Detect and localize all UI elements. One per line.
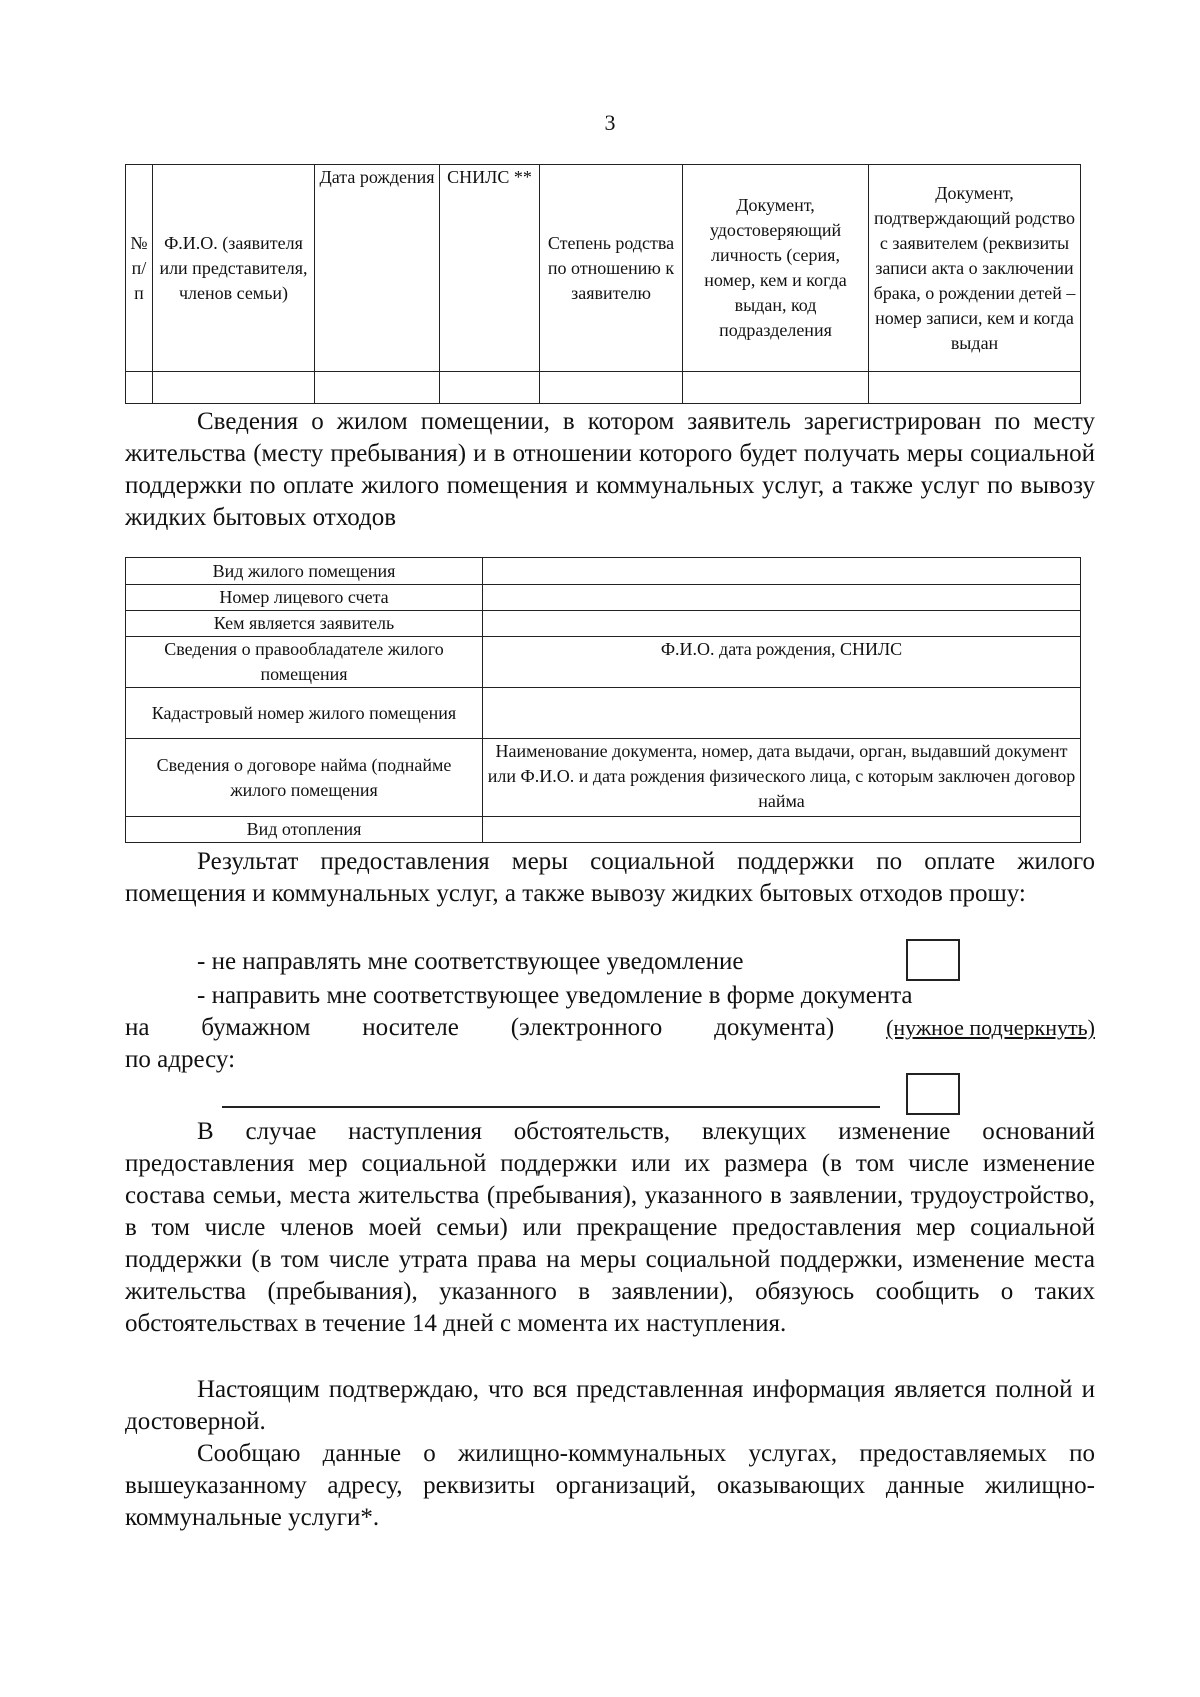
header-id-document: Документ, удостоверяющий личность (серия, номер, кем и когда выдан, код подразделения bbox=[683, 165, 869, 372]
empty-cell[interactable] bbox=[126, 372, 153, 404]
housing-row bbox=[126, 739, 1081, 817]
housing-value[interactable]: Наименование документа, номер, дата выдачи, орган, выдавший документ или Ф.И.О. и дата рождения физического лица, с которым заключен договор найма bbox=[483, 739, 1081, 817]
housing-intro-paragraph: Сведения о жилом помещении, в котором заявитель зарегистрирован по месту жительства (месту пребывания) и в отношении которого будет получать меры социальной поддержки по оплате жилого помещения и коммунальных услуг, а также услуг по вывозу жидких бытовых отходов bbox=[125, 408, 1095, 531]
housing-label: Кем является заявитель bbox=[126, 611, 483, 637]
result-paragraph: Результат предоставления меры социальной поддержки по оплате жилого помещения и коммунальных услуг, а также вывозу жидких бытовых отходов прошу: bbox=[125, 848, 1095, 907]
checkbox-send-notification[interactable] bbox=[906, 1073, 960, 1115]
header-relation: Степень родства по отношению к заявителю bbox=[540, 165, 683, 372]
header-kinship-document: Документ, подтверждающий родство с заявителем (реквизиты записи акта о заключении брака, о рождении детей – номер записи, кем и когда выдан bbox=[869, 165, 1081, 372]
housing-value[interactable] bbox=[483, 817, 1081, 843]
confirm-paragraph: Настоящим подтверждаю, что вся представленная информация является полной и достоверной. bbox=[125, 1376, 1095, 1435]
header-snils: СНИЛС ** bbox=[440, 165, 540, 372]
housing-label: Кадастровый номер жилого помещения bbox=[126, 688, 483, 739]
housing-row bbox=[126, 637, 1081, 688]
housing-value[interactable] bbox=[483, 611, 1081, 637]
housing-value[interactable] bbox=[483, 585, 1081, 611]
housing-row bbox=[126, 585, 1081, 611]
housing-value[interactable] bbox=[483, 558, 1081, 585]
word: на bbox=[125, 1014, 150, 1041]
option-no-notification: - не направлять мне соответствующее уведомление bbox=[197, 948, 744, 975]
empty-cell[interactable] bbox=[540, 372, 683, 404]
address-input-line[interactable] bbox=[222, 1106, 880, 1108]
housing-row bbox=[126, 611, 1081, 637]
header-birth-date: Дата рождения bbox=[315, 165, 440, 372]
obligation-paragraph: В случае наступления обстоятельств, влекущих изменение оснований предоставления мер социальной поддержки или их размера (в том числе изменение состава семьи, места жительства (пребывания), указанного в заявлении, трудоустройство, в том числе членов моей семьи) или прекращение предоставления мер социальной поддержки (в том числе утрата права на меры социальной поддержки, изменение места жительства (пребывания), указанного в заявлении), обязуюсь сообщить о таких обстоятельствах в течение 14 дней с момента их наступления. bbox=[125, 1118, 1095, 1337]
word: носителе bbox=[362, 1014, 459, 1041]
header-num: № п/ п bbox=[126, 165, 153, 372]
option-send-notification bbox=[197, 980, 1095, 1012]
housing-value[interactable]: Ф.И.О. дата рождения, СНИЛС bbox=[483, 637, 1081, 688]
word: (электронного bbox=[510, 1014, 663, 1041]
housing-label: Сведения о правообладателе жилого помещения bbox=[126, 637, 483, 688]
underline-note: (нужное подчеркнуть) bbox=[886, 1015, 1095, 1040]
members-table bbox=[125, 164, 1081, 404]
members-header-row bbox=[126, 165, 1081, 372]
word: бумажном bbox=[201, 1014, 311, 1041]
housing-row bbox=[126, 688, 1081, 739]
housing-label: Номер лицевого счета bbox=[126, 585, 483, 611]
empty-cell[interactable] bbox=[153, 372, 315, 404]
housing-label: Вид жилого помещения bbox=[126, 558, 483, 585]
empty-cell[interactable] bbox=[315, 372, 440, 404]
page-number: 3 bbox=[604, 110, 616, 135]
housing-row bbox=[126, 817, 1081, 843]
checkbox-no-notification[interactable] bbox=[906, 939, 960, 981]
option-send-text: - направить мне соответствующее уведомление в форме документа bbox=[197, 982, 913, 1009]
option-send-line-2 bbox=[125, 1012, 1095, 1044]
empty-cell[interactable] bbox=[683, 372, 869, 404]
by-address-label: по адресу: bbox=[125, 1046, 236, 1073]
word: документа) bbox=[714, 1014, 835, 1041]
header-fio: Ф.И.О. (заявителя или представителя, членов семьи) bbox=[153, 165, 315, 372]
housing-label: Сведения о договоре найма (поднайме жилого помещения bbox=[126, 739, 483, 817]
housing-table bbox=[125, 557, 1081, 843]
empty-cell[interactable] bbox=[440, 372, 540, 404]
members-empty-row bbox=[126, 372, 1081, 404]
empty-cell[interactable] bbox=[869, 372, 1081, 404]
housing-label: Вид отопления bbox=[126, 817, 483, 843]
housing-value[interactable] bbox=[483, 688, 1081, 739]
services-paragraph: Сообщаю данные о жилищно-коммунальных услугах, предоставляемых по вышеуказанному адресу, реквизиты организаций, оказывающих данные жилищно-коммунальные услуги*. bbox=[125, 1440, 1095, 1531]
housing-row bbox=[126, 558, 1081, 585]
